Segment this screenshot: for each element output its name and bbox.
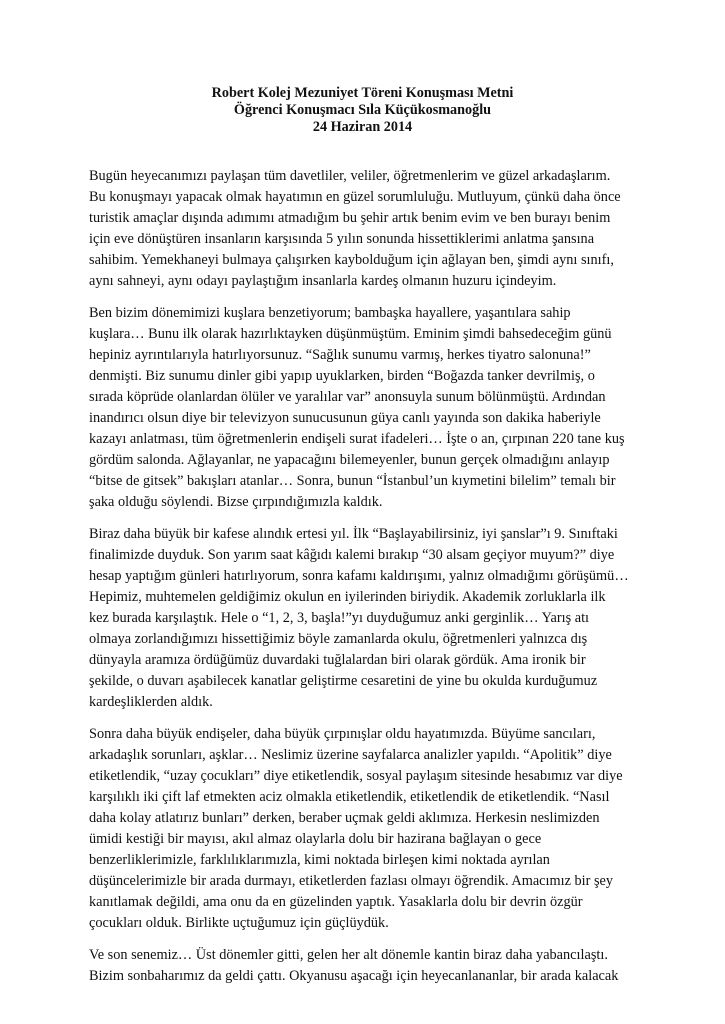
paragraph-line: karşılıklı iki çift laf etmekten aciz olmakla etiketlendik, etiketlendik de etiketlendik. “Nasıl xyxy=(89,789,610,805)
paragraph-line: kazayı anlatması, tüm öğretmenlerin endişeli surat ifadeleri… İşte o an, çırpınan 220 tane kuş xyxy=(89,431,625,447)
paragraph-line: sırada köprüde olanlardan ölüler ve yaralılar var” anonsuyla sunum bölünmüştü. Ardından xyxy=(89,389,606,405)
paragraph-line: inandırıcı olsun diye bir televizyon sunucusunun güya canlı yayında son dakika haberiyle xyxy=(89,410,601,426)
paragraph-line: etiketlendik, “uzay çocukları” diye etiketlendik, sosyal paylaşım sitesinde hesabımız var diye xyxy=(89,768,623,784)
paragraph-line: Hepimiz, muhtemelen geldiğimiz okulun en iyilerinden biriydik. Akademik zorluklarla ilk xyxy=(89,589,606,605)
speech-paragraph xyxy=(89,524,630,713)
paragraph-line: Ve son senemiz… Üst dönemler gitti, gelen her alt dönemle kantin biraz daha yabancılaştı. xyxy=(89,947,608,963)
paragraph-line: ümidi kestiği bir mayısı, akıl almaz olaylarla dolu bir hazirana bağlayan o gece xyxy=(89,831,542,847)
paragraph-line: için eve dönüştüren insanların karşısında 5 yılın sonunda hissettiklerimi anlatma şansına xyxy=(89,231,595,247)
paragraph-line: Ben bizim dönemimizi kuşlara benzetiyorum; bambaşka hayallere, yaşantılara sahip xyxy=(89,305,571,321)
paragraph-line: olmaya zorlandığımızı hissettiğimiz böyle zamanlarda okulu, öğretmenleri yalnızca dış xyxy=(89,631,588,647)
paragraph-line: denmişti. Biz sunumu dinler gibi yapıp uyuklarken, birden “Boğazda tanker devrilmiş, o xyxy=(89,368,595,384)
speaker-line: Öğrenci Konuşmacı Sıla Küçükosmanoğlu xyxy=(233,102,492,118)
paragraph-line: gördüm salonda. Ağlayanlar, ne yapacağını bilemeyenler, bunun gerçek olmadığını anlayıp xyxy=(89,452,610,468)
paragraph-line: Biraz daha büyük bir kafese alındık ertesi yıl. İlk “Başlayabilirsiniz, iyi şanslar”ı 9. Sınıftaki xyxy=(89,526,618,542)
paragraph-line: Bu konuşmayı yapacak olmak hayatımın en güzel sorumluluğu. Mutluyum, çünkü daha önce xyxy=(89,189,621,205)
paragraph-line: düşüncelerimizle bir arada durmayı, etiketlerden fazlası olmayı öğrendik. Amacımız bir şey xyxy=(89,873,614,889)
paragraph-line: Bizim sonbaharımız da geldi çattı. Okyanusu aşacağı için heyecanlananlar, bir arada kalacak xyxy=(89,968,619,984)
paragraph-line: aynı sahneyi, aynı odayı paylaştığım insanlarla kardeş olmanın huzuru içindeyim. xyxy=(89,273,557,289)
speech-body xyxy=(89,166,630,987)
paragraph-line: Bugün heyecanımızı paylaşan tüm davetliler, veliler, öğretmenlerim ve güzel arkadaşlarım. xyxy=(89,168,611,184)
paragraph-line: şaka olduğu söylendi. Bizse çırpındığımızla kaldık. xyxy=(89,494,383,510)
paragraph-line: şekilde, o duvarı aşabilecek kanatlar geliştirme cesaretini de yine bu okulda kurduğumuz xyxy=(89,673,598,689)
document-date: 24 Haziran 2014 xyxy=(312,119,413,135)
paragraph-line: hepiniz ayrıntılarıyla hatırlıyorsunuz. “Sağlık sunumu varmış, herkes tiyatro salonuna!” xyxy=(89,347,591,363)
paragraph-line: finalimizde duyduk. Son yarım saat kâğıdı kalemi bırakıp “30 alsam geçiyor muyum?” diye xyxy=(89,547,615,563)
paragraph-line: hesap yaptığım günleri hatırlıyorum, sonra kafamı kaldırışımı, yalnız olmadığımı görüşümü… xyxy=(89,568,629,584)
paragraph-line: kez burada karşılaştık. Hele o “1, 2, 3, başla!”yı duyduğumuz anki gerginlik… Yarış atı xyxy=(89,610,590,626)
speech-paragraph xyxy=(89,945,630,987)
paragraph-line: kuşlara… Bunu ilk olarak hazırlıktayken düşünmüştüm. Eminim şimdi bahsedeceğim günü xyxy=(89,326,612,342)
paragraph-line: Sonra daha büyük endişeler, daha büyük çırpınışlar oldu hayatımızda. Büyüme sancıları, xyxy=(89,726,596,742)
paragraph-line: dünyayla aramıza ördüğümüz duvardaki tuğlalardan biri olarak gördük. Ama ironik bir xyxy=(89,652,586,668)
paragraph-line: daha kolay atlatırız bunları” derken, beraber uçmak geldi aklımıza. Herkesin neslimizden xyxy=(89,810,600,826)
paragraph-line: çocukları olduk. Birlikte uçtuğumuz için güçlüydük. xyxy=(89,915,389,931)
speech-paragraph xyxy=(89,724,630,934)
paragraph-line: kanıtlamak değildi, ama onu da en güzelinden yaptık. Yasaklarla dolu bir devrin özgür xyxy=(89,894,583,910)
paragraph-line: turistik amaçlar dışında adımımı atmadığım bu şehir artık benim evim ve ben burayı benim xyxy=(89,210,611,226)
document-header xyxy=(95,85,630,136)
paragraph-line: “bitse de gitsek” bakışları atanlar… Sonra, bunun “İstanbul’un kıymetini bilelim” temalı bir xyxy=(89,473,616,489)
paragraph-line: sahibim. Yemekhaneyi bulmaya çalışırken kaybolduğum için ağlayan ben, şimdi aynı sınıfı, xyxy=(89,252,614,268)
paragraph-line: arkadaşlık sorunları, aşklar… Neslimiz üzerine sayfalarca analizler yapıldı. “Apolitik” diye xyxy=(89,747,612,763)
paragraph-line: kardeşliklerden aldık. xyxy=(89,694,213,710)
paragraph-line: benzerliklerimizle, farklılıklarımızla, kimi noktada birleşen kimi noktada ayrılan xyxy=(89,852,550,868)
speech-paragraph xyxy=(89,166,630,292)
document-title: Robert Kolej Mezuniyet Töreni Konuşması Metni xyxy=(211,85,514,101)
speech-paragraph xyxy=(89,303,630,513)
